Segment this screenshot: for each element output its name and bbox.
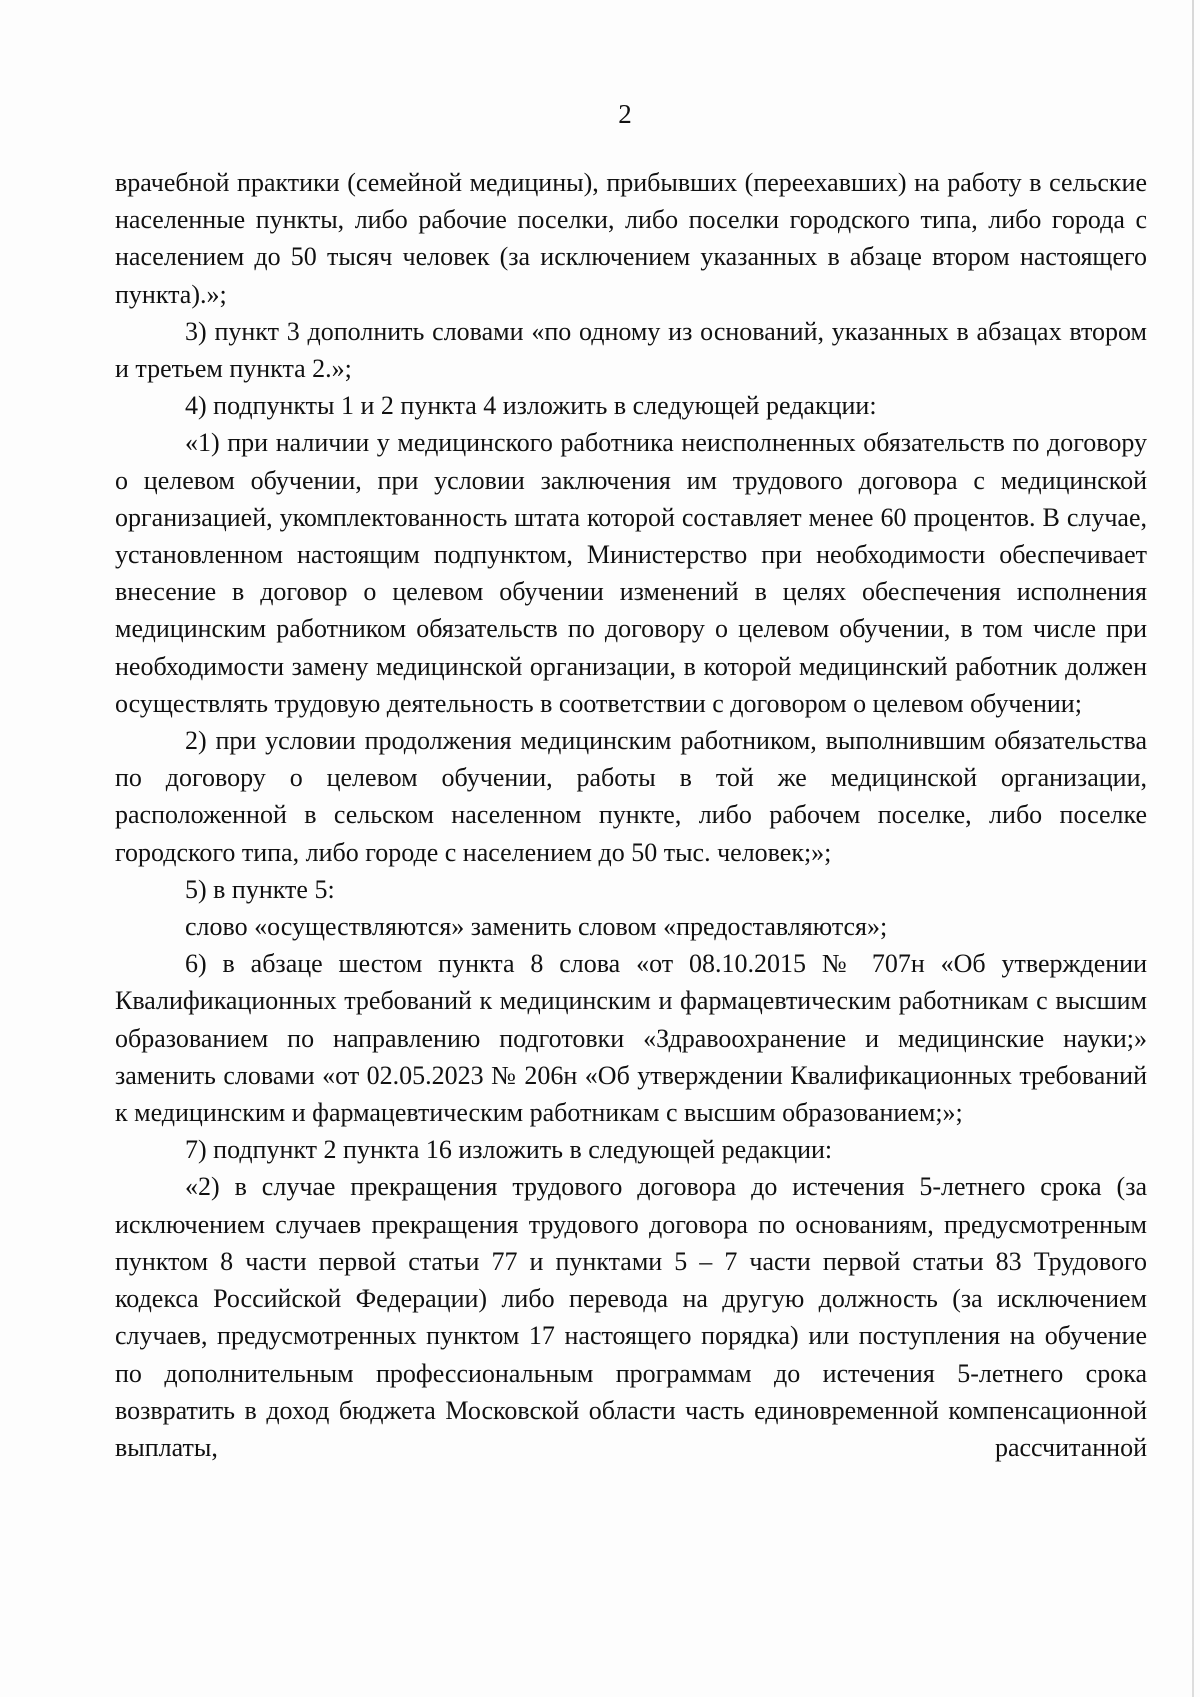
paragraph-item-5: 5) в пункте 5: bbox=[185, 874, 335, 904]
document-body bbox=[115, 164, 1147, 1466]
paragraph-item-3: 3) пункт 3 дополнить словами «по одному из оснований, указанных в абзацах втором и третьем пункта 2.»; bbox=[115, 316, 1147, 384]
paragraph-continuation: врачебной практики (семейной медицины), прибывших (переехавших) на работу в сельские населенные пункты, либо рабочие поселки, либо поселки городского типа, либо города с населением до 50 тысяч человек (за исключением указанных в абзаце втором настоящего пункта).»; bbox=[115, 168, 1147, 309]
paragraph-item-6: 6) в абзаце шестом пункта 8 слова «от 08.10.2015 № 707н «Об утверждении Квалификационных требований к медицинским и фармацевтическим работникам с высшим образованием по направлению подготовки «Здравоохранение и медицинские науки;» заменить словами «от 02.05.2023 № 206н «Об утверждении Квалификационных требований к медицинским и фармацевтическим работникам с высшим образованием;»; bbox=[115, 949, 1147, 1128]
paragraph-item-4: 4) подпункты 1 и 2 пункта 4 изложить в следующей редакции: bbox=[185, 391, 877, 421]
paragraph-subitem-2-new: «2) в случае прекращения трудового договора до истечения 5-летнего срока (за исключением случаев прекращения трудового договора по основаниям, предусмотренным пунктом 8 части первой статьи 77 и пунктами 5 – 7 части первой статьи 83 Трудового кодекса Российской Федерации) либо перевода на другую должность (за исключением случаев, предусмотренных пунктом 17 настоящего порядка) или поступления на обучение по дополнительным профессиональным программам до истечения 5-летнего срока возвратить в доход бюджета Московской области часть единовременной компенсационной выплаты, рассчитанной bbox=[115, 1172, 1147, 1462]
paragraph-subitem-1: «1) при наличии у медицинского работника неисполненных обязательств по договору о целевом обучении, при условии заключения им трудового договора с медицинской организацией, укомплектованность штата которой составляет менее 60 процентов. В случае, установленном настоящим подпунктом, Министерство при необходимости обеспечивает внесение в договор о целевом обучении изменений в целях обеспечения исполнения медицинским работником обязательств по договору о целевом обучении, в том числе при необходимости замену медицинской организации, в которой медицинский работник должен осуществлять трудовую деятельность в соответствии с договором о целевом обучении; bbox=[115, 428, 1147, 718]
paragraph-item-7: 7) подпункт 2 пункта 16 изложить в следующей редакции: bbox=[185, 1135, 833, 1165]
page-number: 2 bbox=[618, 99, 632, 129]
scan-edge-line bbox=[1192, 0, 1194, 1697]
paragraph-item-5-text: слово «осуществляются» заменить словом «предоставляются»; bbox=[185, 912, 888, 942]
paragraph-subitem-2: 2) при условии продолжения медицинским работником, выполнившим обязательства по договору о целевом обучении, работы в той же медицинской организации, расположенной в сельском населенном пункте, либо рабочем поселке, либо поселке городского типа, либо городе с населением до 50 тыс. человек;»; bbox=[115, 726, 1147, 867]
